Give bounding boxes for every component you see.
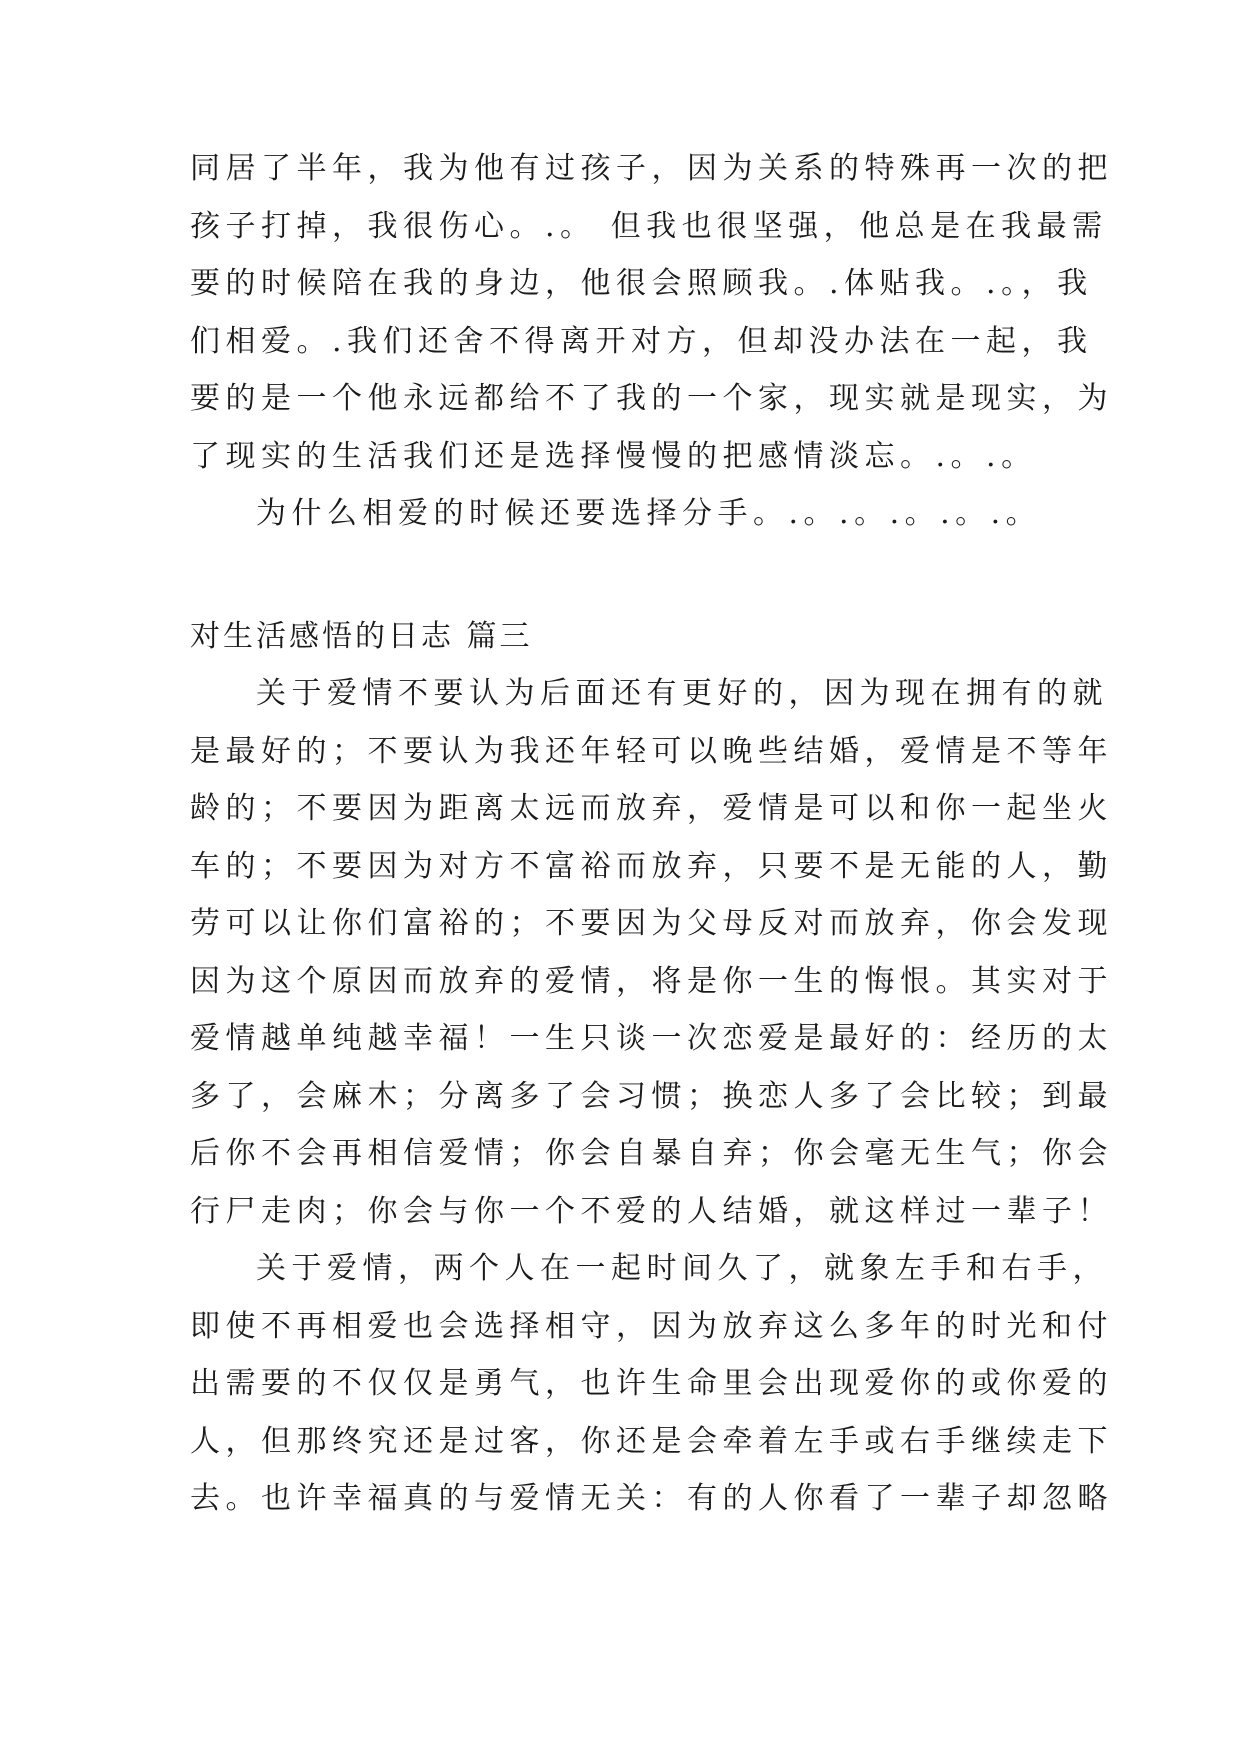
text-line: 们相爱。.我们还舍不得离开对方，但却没办法在一起，我 [190,323,1093,359]
paragraph-part1 [190,140,1113,543]
text-line: 关于爱情不要认为后面还有更好的，因为现在拥有的就 [256,676,1108,711]
text-line: 孩子打掉，我很伤心。.。 但我也很坚强，他总是在我最需 [190,208,1108,244]
text-line: 了现实的生活我们还是选择慢慢的把感情淡忘。.。.。 [190,438,1037,474]
heading-text: 对生活感悟的日志 篇三 [190,619,533,654]
section-heading [190,608,1070,666]
closing-line: 为什么相爱的时候还要选择分手。.。.。.。.。.。 [256,496,1042,531]
text-line: 是最好的；不要认为我还年轻可以晚些结婚，爱情是不等年 [190,733,1113,769]
text-line: 因为这个原因而放弃的爱情，将是你一生的悔恨。其实对于 [190,963,1113,999]
text-line: 关于爱情，两个人在一起时间久了，就象左手和右手， [256,1251,1108,1286]
text-line: 行尸走肉；你会与你一个不爱的人结婚，就这样过一辈子！ [190,1193,1113,1229]
paragraph-section3-2 [190,1240,1113,1528]
text-line: 多了，会麻木；分离多了会习惯；换恋人多了会比较；到最 [190,1078,1113,1114]
text-line: 出需要的不仅仅是勇气，也许生命里会出现爱你的或你爱的 [190,1366,1113,1401]
text-line: 即使不再相爱也会选择相守，因为放弃这么多年的时光和付 [190,1308,1113,1344]
text-line: 人，但那终究还是过客，你还是会牵着左手或右手继续走下 [190,1423,1113,1459]
text-line: 爱情越单纯越幸福！一生只谈一次恋爱是最好的：经历的太 [190,1021,1113,1056]
text-line: 后你不会再相信爱情；你会自暴自弃；你会毫无生气；你会 [190,1136,1113,1171]
text-line: 去。也许幸福真的与爱情无关：有的人你看了一辈子却忽略 [190,1481,1113,1516]
text-line: 劳可以让你们富裕的；不要因为父母反对而放弃，你会发现 [190,906,1113,941]
text-line: 同居了半年，我为他有过孩子，因为关系的特殊再一次的把 [190,151,1113,186]
paragraph-section3-1 [190,665,1113,1240]
text-line: 要的是一个他永远都给不了我的一个家，现实就是现实，为 [190,381,1113,416]
text-line: 龄的；不要因为距离太远而放弃，爱情是可以和你一起坐火 [190,791,1113,826]
text-line: 要的时候陪在我的身边，他很会照顾我。.体贴我。.。，我 [190,266,1093,301]
text-line: 车的；不要因为对方不富裕而放弃，只要不是无能的人，勤 [190,848,1113,884]
